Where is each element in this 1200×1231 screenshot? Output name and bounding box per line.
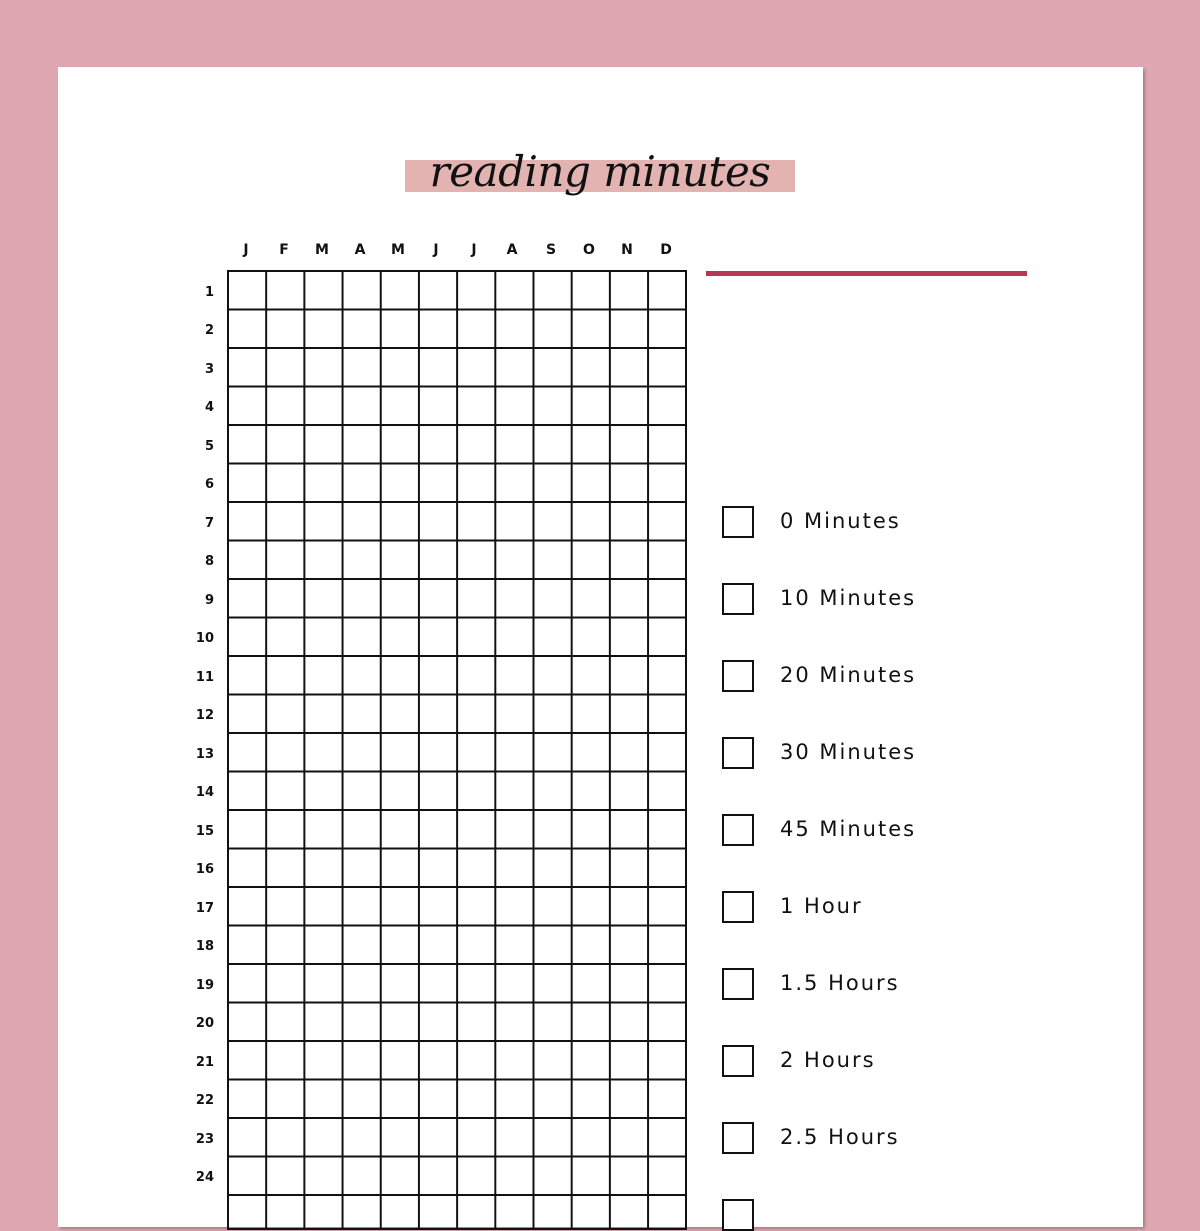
month-label: A	[506, 242, 518, 258]
day-label: 7	[204, 516, 214, 531]
day-label: 19	[195, 978, 214, 993]
day-label: 22	[195, 1093, 214, 1108]
key-checkbox[interactable]	[722, 660, 754, 692]
key-checkbox[interactable]	[722, 737, 754, 769]
key-checkbox[interactable]	[722, 968, 754, 1000]
month-label: N	[621, 242, 633, 258]
month-label: A	[354, 242, 366, 258]
month-label: J	[243, 242, 249, 258]
month-label: F	[279, 242, 289, 258]
key-checkbox[interactable]	[722, 506, 754, 538]
key-label: 2.5 Hours	[780, 1125, 900, 1149]
month-label: S	[545, 242, 557, 258]
day-label: 14	[195, 785, 214, 800]
key-label: 1 Hour	[780, 894, 863, 918]
day-label: 15	[195, 824, 214, 839]
day-label: 1	[204, 285, 214, 300]
day-label: 12	[195, 708, 214, 723]
key-checkbox[interactable]	[722, 814, 754, 846]
day-label: 23	[195, 1132, 214, 1147]
day-label: 17	[195, 901, 214, 916]
month-label: M	[315, 242, 329, 258]
month-label: D	[660, 242, 672, 258]
day-label: 18	[195, 939, 214, 954]
day-label: 2	[204, 323, 214, 338]
day-label: 9	[204, 593, 214, 608]
day-label: 5	[204, 439, 214, 454]
key-label: 1.5 Hours	[780, 971, 900, 995]
day-label: 13	[195, 747, 214, 762]
day-label: 11	[195, 670, 214, 685]
key-label: 45 Minutes	[780, 817, 917, 841]
day-label: 10	[195, 631, 214, 646]
key-label: 10 Minutes	[780, 586, 917, 610]
month-label: O	[583, 242, 595, 258]
key-label: 0 Minutes	[780, 509, 901, 533]
day-label: 16	[195, 862, 214, 877]
key-checkbox[interactable]	[722, 891, 754, 923]
day-label: 6	[204, 477, 214, 492]
day-label: 8	[204, 554, 214, 569]
accent-divider	[706, 271, 1027, 276]
month-label: J	[471, 242, 477, 258]
day-label: 24	[195, 1170, 214, 1185]
day-label: 3	[204, 362, 214, 377]
key-checkbox[interactable]	[722, 1199, 754, 1231]
key-label: 2 Hours	[780, 1048, 876, 1072]
day-label: 21	[195, 1055, 214, 1070]
key-label: 30 Minutes	[780, 740, 917, 764]
day-label: 4	[204, 400, 214, 415]
key-label: 20 Minutes	[780, 663, 917, 687]
month-label: M	[391, 242, 405, 258]
key-checkbox[interactable]	[722, 1122, 754, 1154]
key-checkbox[interactable]	[722, 1045, 754, 1077]
tracker-grid[interactable]	[227, 270, 687, 1230]
day-label: 20	[195, 1016, 214, 1031]
month-label: J	[433, 242, 439, 258]
page-title: reading minutes	[429, 147, 771, 196]
key-checkbox[interactable]	[722, 583, 754, 615]
